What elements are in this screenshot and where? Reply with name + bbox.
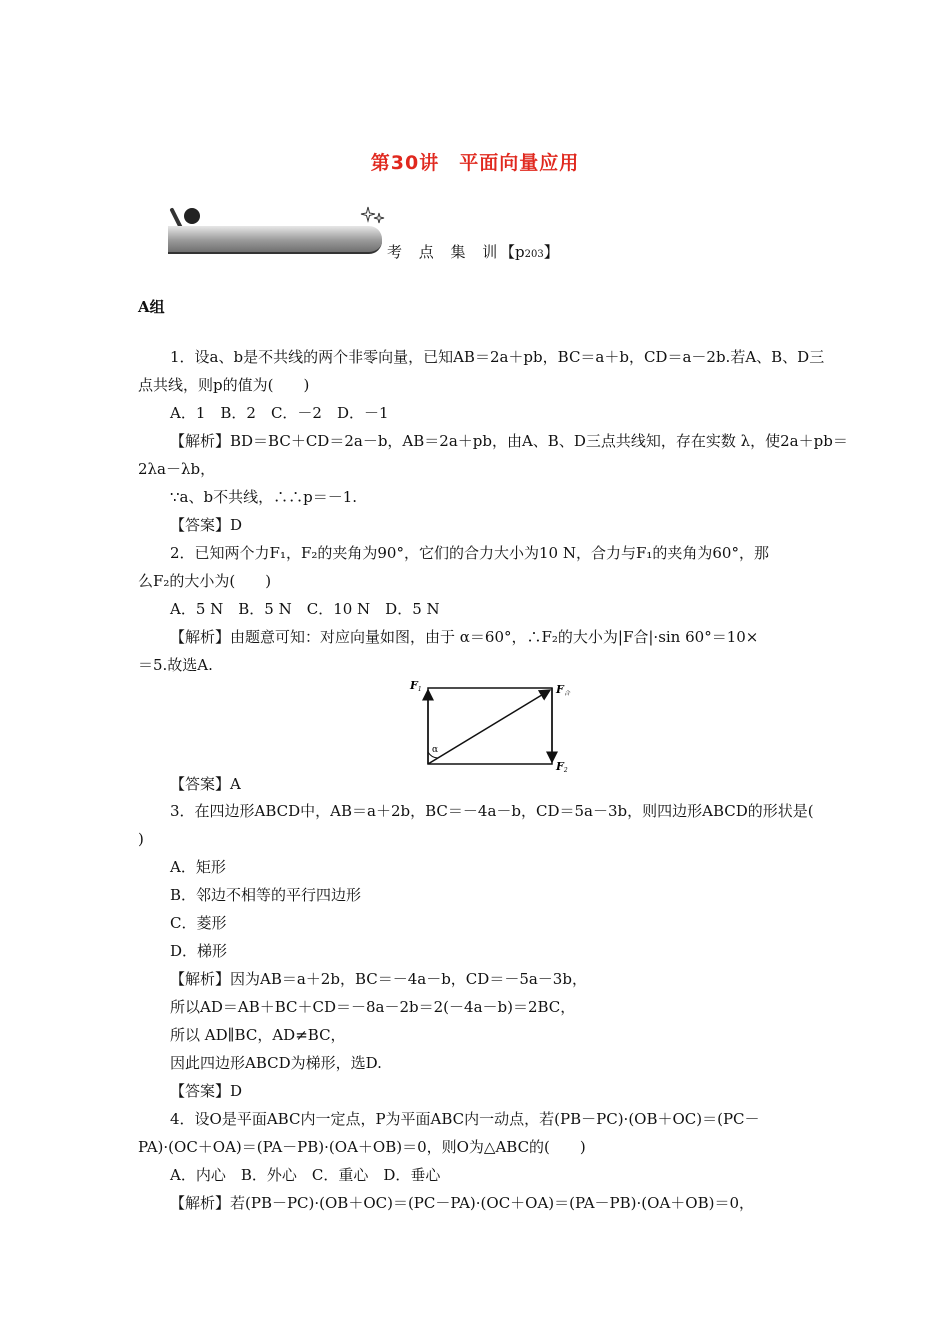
q4-stem-line1: 4．设O是平面ABC内一定点，P为平面ABC内一动点，若(PB－PC)·(OB＋OC)＝(PC－: [170, 1110, 760, 1128]
q2-stem-line2: 么F₂的大小为( ): [138, 572, 272, 590]
force-rectangle-diagram: [404, 676, 580, 776]
banner-label: 考 点 集 训: [387, 243, 504, 261]
q3-answer: 【答案】D: [170, 1082, 243, 1100]
q1-solution-line3: ∵a、b不共线，∴∴p＝－1.: [170, 488, 358, 506]
page-title: 第30讲 平面向量应用: [370, 152, 580, 174]
q2-stem-line1: 2．已知两个力F₁，F₂的夹角为90°，它们的合力大小为10 N，合力与F₁的夹角为60°，那: [170, 544, 769, 562]
q4-options: A．内心 B．外心 C．重心 D．垂心: [170, 1166, 441, 1184]
q2-options: A．5 N B．5 N C．10 N D．5 N: [170, 600, 440, 618]
alpha-label: α: [432, 745, 439, 755]
resultant-vector: [428, 690, 550, 764]
q3-option-c: C．菱形: [170, 914, 227, 932]
q4-solution-line1: 【解析】若(PB－PC)·(OB＋OC)＝(PC－PA)·(OC＋OA)＝(PA－PB)·(OA＋OB)＝0，: [170, 1194, 754, 1212]
q3-stem-line1: 3．在四边形ABCD中，AB＝a＋2b，BC＝－4a－b，CD＝5a－3b，则四边形ABCD的形状是(: [170, 802, 814, 820]
q1-stem-line2: 点共线，则p的值为( ): [138, 376, 310, 394]
sparkle-icon: [360, 205, 386, 227]
resultant-label: F合: [556, 683, 570, 697]
q3-solution-line1: 【解析】因为AB＝a＋2b，BC＝－4a－b，CD＝－5a－3b，: [170, 970, 587, 988]
q1-stem-line1: 1．设a、b是不共线的两个非零向量，已知AB＝2a＋pb，BC＝a＋b，CD＝a－2b.若A、B、D三: [170, 348, 825, 366]
q3-solution-line2: 所以AD＝AB＋BC＋CD＝－8a－2b＝2(－4a－b)＝2BC，: [170, 998, 576, 1016]
q3-option-a: A．矩形: [170, 858, 226, 876]
q1-solution-line1: 【解析】BD＝BC＋CD＝2a－b，AB＝2a＋pb，由A、B、D三点共线知，存在实数 λ，使2a＋pb＝: [170, 432, 848, 450]
q3-stem-line2: ): [138, 830, 144, 848]
q1-solution-line2: 2λa－λb，: [138, 460, 216, 478]
f1-label: F1: [410, 679, 422, 693]
page-reference: 【p203】: [500, 243, 559, 261]
q2-solution-line2: ＝5.故选A.: [138, 656, 213, 674]
q3-option-b: B．邻边不相等的平行四边形: [170, 886, 362, 904]
q4-stem-line2: PA)·(OC＋OA)＝(PA－PB)·(OA＋OB)＝0，则O为△ABC的( ): [138, 1138, 586, 1156]
group-heading: A组: [138, 298, 165, 316]
q2-answer: 【答案】A: [170, 775, 241, 793]
q1-answer: 【答案】D: [170, 516, 243, 534]
q3-option-d: D．梯形: [170, 942, 228, 960]
f2-label: F2: [556, 760, 568, 774]
q3-solution-line4: 因此四边形ABCD为梯形，选D.: [170, 1054, 382, 1072]
q3-solution-line3: 所以 AD∥BC，AD≠BC，: [170, 1026, 346, 1044]
q2-solution-line1: 【解析】由题意可知：对应向量如图，由于 α＝60°，∴F₂的大小为|F合|·sin 60°＝10×: [170, 628, 759, 646]
q1-options: A．1 B．2 C．－2 D．－1: [170, 404, 389, 422]
banner-bar: [168, 226, 382, 254]
